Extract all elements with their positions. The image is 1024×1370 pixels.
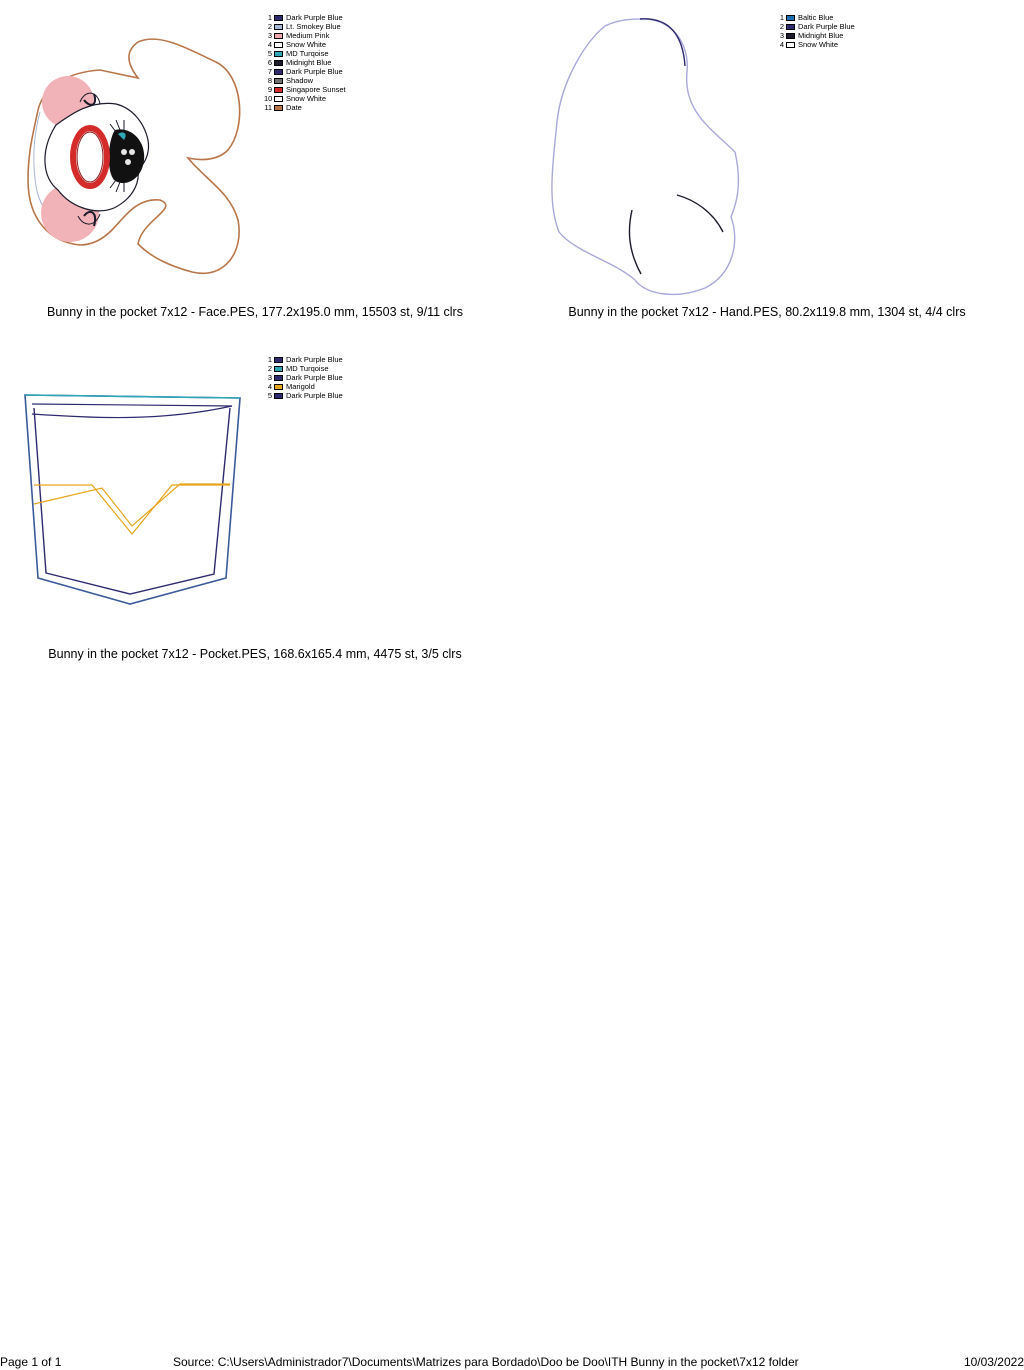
color-swatch <box>274 51 283 57</box>
legend-number: 9 <box>267 85 272 94</box>
color-swatch <box>274 366 283 372</box>
pocket-design-caption: Bunny in the pocket 7x12 - Pocket.PES, 168.6x165.4 mm, 4475 st, 3/5 clrs <box>48 647 462 661</box>
legend-number: 4 <box>267 382 272 391</box>
legend-color-name: MD Turqoise <box>286 364 329 373</box>
hand-design-caption: Bunny in the pocket 7x12 - Hand.PES, 80.2x119.8 mm, 1304 st, 4/4 clrs <box>568 305 966 319</box>
legend-item <box>264 31 346 40</box>
pocket-design-image <box>20 388 250 610</box>
source-path: Source: C:\Users\Administrador7\Documents\Matrizes para Bordado\Doo be Doo\ITH Bunny in the pocket\7x12 folder <box>173 1355 799 1369</box>
color-swatch <box>274 357 283 363</box>
legend-number: 1 <box>267 13 272 22</box>
legend-number: 4 <box>779 40 784 49</box>
color-swatch <box>274 393 283 399</box>
legend-item <box>264 40 346 49</box>
legend-item <box>264 364 343 373</box>
legend-color-name: Singapore Sunset <box>286 85 346 94</box>
legend-color-name: Midnight Blue <box>798 31 844 40</box>
legend-item <box>264 13 346 22</box>
legend-number: 7 <box>267 67 272 76</box>
legend-item <box>264 85 346 94</box>
legend-color-name: Dark Purple Blue <box>286 13 343 22</box>
legend-item <box>776 22 855 31</box>
color-swatch <box>274 105 283 111</box>
legend-color-name: MD Turqoise <box>286 49 329 58</box>
color-swatch <box>274 375 283 381</box>
legend-color-name: Dark Purple Blue <box>286 391 343 400</box>
legend-color-name: Baltic Blue <box>798 13 834 22</box>
legend-number: 1 <box>267 355 272 364</box>
color-swatch <box>786 15 795 21</box>
legend-item <box>264 94 346 103</box>
legend-color-name: Dark Purple Blue <box>286 373 343 382</box>
legend-number: 2 <box>267 364 272 373</box>
legend-item <box>264 67 346 76</box>
legend-number: 4 <box>267 40 272 49</box>
color-swatch <box>274 24 283 30</box>
face-design-image <box>20 30 250 280</box>
legend-item <box>264 22 346 31</box>
color-swatch <box>274 69 283 75</box>
legend-color-name: Shadow <box>286 76 314 85</box>
legend-color-name: Snow White <box>286 94 327 103</box>
legend-number: 2 <box>267 22 272 31</box>
color-swatch <box>274 78 283 84</box>
legend-number: 8 <box>267 76 272 85</box>
legend-color-name: Snow White <box>798 40 839 49</box>
legend-number: 6 <box>267 58 272 67</box>
face-design-caption: Bunny in the pocket 7x12 - Face.PES, 177.2x195.0 mm, 15503 st, 9/11 clrs <box>47 305 463 319</box>
legend-item <box>776 13 855 22</box>
legend-item <box>264 49 346 58</box>
legend-number: 3 <box>267 373 272 382</box>
legend-item <box>776 31 855 40</box>
color-swatch <box>274 87 283 93</box>
page-number: Page 1 of 1 <box>0 1355 62 1369</box>
print-date: 10/03/2022 <box>963 1355 1024 1369</box>
legend-number: 10 <box>264 94 273 103</box>
color-swatch <box>274 33 283 39</box>
pocket-color-legend <box>264 355 343 400</box>
color-swatch <box>274 384 283 390</box>
color-swatch <box>786 33 795 39</box>
legend-color-name: Dark Purple Blue <box>798 22 855 31</box>
legend-color-name: Snow White <box>286 40 327 49</box>
legend-number: 3 <box>779 31 784 40</box>
legend-color-name: Dark Purple Blue <box>286 67 343 76</box>
legend-number: 5 <box>267 391 272 400</box>
legend-item <box>264 103 346 112</box>
color-swatch <box>274 96 283 102</box>
legend-color-name: Dark Purple Blue <box>286 355 343 364</box>
legend-number: 5 <box>267 49 272 58</box>
legend-number: 2 <box>779 22 784 31</box>
color-swatch <box>274 42 283 48</box>
legend-item <box>264 355 343 364</box>
color-swatch <box>274 15 283 21</box>
legend-item <box>264 373 343 382</box>
color-swatch <box>786 42 795 48</box>
color-swatch <box>274 60 283 66</box>
legend-item <box>264 76 346 85</box>
hand-design-image <box>545 12 745 302</box>
hand-color-legend <box>776 13 855 49</box>
legend-color-name: Medium Pink <box>286 31 330 40</box>
legend-color-name: Date <box>286 103 302 112</box>
legend-item <box>264 382 343 391</box>
color-swatch <box>786 24 795 30</box>
legend-item <box>264 391 343 400</box>
legend-number: 3 <box>267 31 272 40</box>
legend-number: 1 <box>779 13 784 22</box>
legend-item <box>264 58 346 67</box>
legend-item <box>776 40 855 49</box>
legend-color-name: Marigold <box>286 382 315 391</box>
legend-color-name: Lt. Smokey Blue <box>286 22 341 31</box>
face-color-legend <box>264 13 346 112</box>
legend-number: 11 <box>264 103 272 112</box>
legend-color-name: Midnight Blue <box>286 58 332 67</box>
